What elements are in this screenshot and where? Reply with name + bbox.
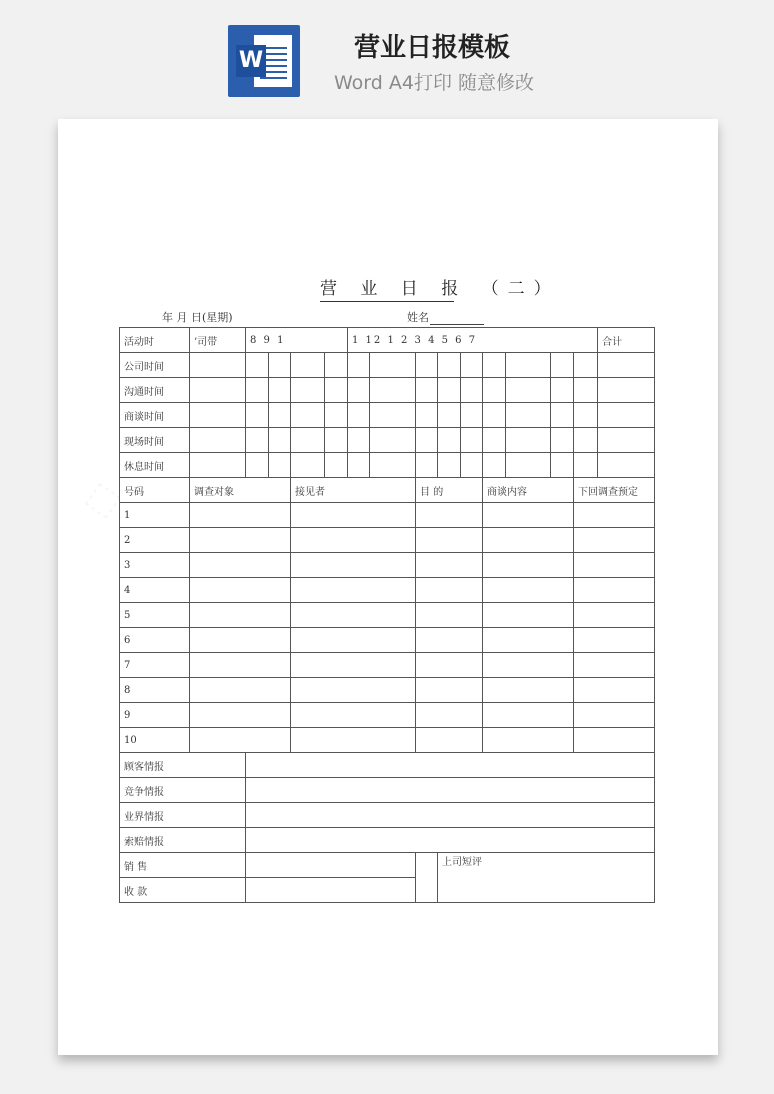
visit-header: 调查对象 bbox=[190, 478, 291, 503]
time-row-label: 公司时间 bbox=[120, 353, 190, 378]
info-label: 业界情报 bbox=[120, 803, 246, 828]
info-row bbox=[120, 803, 655, 828]
info-label: 索赔情报 bbox=[120, 828, 246, 853]
visit-row bbox=[120, 678, 655, 703]
sales-label: 销 售 bbox=[120, 853, 246, 878]
time-row-label: 现场时间 bbox=[120, 428, 190, 453]
visit-row bbox=[120, 578, 655, 603]
visit-number: 7 bbox=[120, 653, 190, 678]
visit-row bbox=[120, 603, 655, 628]
visit-header: 号码 bbox=[120, 478, 190, 503]
time-row bbox=[120, 428, 655, 453]
time-row bbox=[120, 378, 655, 403]
visit-row bbox=[120, 653, 655, 678]
visit-number: 8 bbox=[120, 678, 190, 703]
info-row bbox=[120, 828, 655, 853]
collect-label: 收 款 bbox=[120, 878, 246, 903]
hours-b: 1 12 1 2 3 4 5 6 7 bbox=[348, 328, 598, 353]
visit-number: 3 bbox=[120, 553, 190, 578]
info-label: 竞争情报 bbox=[120, 778, 246, 803]
time-row-label: 休息时间 bbox=[120, 453, 190, 478]
visit-number: 6 bbox=[120, 628, 190, 653]
visit-row bbox=[120, 553, 655, 578]
word-letter: W bbox=[236, 45, 266, 77]
banner-title: 营业日报模板 bbox=[353, 33, 510, 63]
time-header-label: 活动时 bbox=[120, 328, 190, 353]
time-row bbox=[120, 403, 655, 428]
doc-title: 营 业 日 报 （二） bbox=[320, 277, 454, 302]
time-header-col2: ’司带 bbox=[190, 328, 246, 353]
banner-subtitle: Word A4打印 随意修改 bbox=[333, 72, 534, 94]
visit-row bbox=[120, 703, 655, 728]
date-label: 年 月 日(星期) bbox=[162, 311, 233, 324]
document-page bbox=[58, 119, 718, 1055]
time-row bbox=[120, 453, 655, 478]
time-row bbox=[120, 353, 655, 378]
spacer-cell bbox=[416, 853, 438, 903]
visit-number: 9 bbox=[120, 703, 190, 728]
time-row-label: 商谈时间 bbox=[120, 403, 190, 428]
info-row bbox=[120, 778, 655, 803]
visit-number: 2 bbox=[120, 528, 190, 553]
time-row-label: 沟通时间 bbox=[120, 378, 190, 403]
daily-report-form bbox=[119, 327, 655, 903]
info-row bbox=[120, 753, 655, 778]
name-underline bbox=[430, 324, 484, 325]
visit-row bbox=[120, 503, 655, 528]
visit-header: 下回调查预定 bbox=[574, 478, 655, 503]
sales-row bbox=[120, 853, 655, 878]
visit-header: 目 的 bbox=[416, 478, 483, 503]
visit-row bbox=[120, 528, 655, 553]
visit-header: 接见者 bbox=[291, 478, 416, 503]
supervisor-review: 上司短评 bbox=[438, 853, 655, 903]
visit-number: 10 bbox=[120, 728, 190, 753]
total-header: 合计 bbox=[598, 328, 655, 353]
visit-row bbox=[120, 728, 655, 753]
visit-number: 5 bbox=[120, 603, 190, 628]
name-label: 姓名 bbox=[407, 311, 429, 324]
visit-header-row bbox=[120, 478, 655, 503]
visit-number: 1 bbox=[120, 503, 190, 528]
time-header-row bbox=[120, 328, 655, 353]
visit-row bbox=[120, 628, 655, 653]
hours-a: 8 9 1 bbox=[246, 328, 348, 353]
word-doc-icon bbox=[228, 25, 300, 97]
info-label: 顾客情报 bbox=[120, 753, 246, 778]
visit-header: 商谈内容 bbox=[483, 478, 574, 503]
visit-number: 4 bbox=[120, 578, 190, 603]
